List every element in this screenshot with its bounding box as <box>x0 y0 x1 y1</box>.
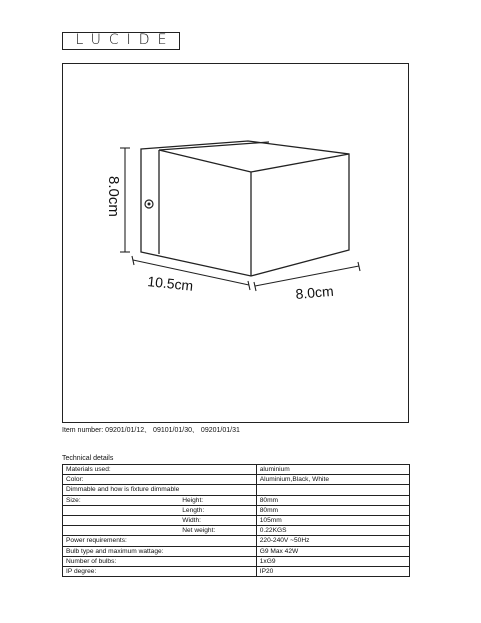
table-row <box>63 546 410 556</box>
cube-top-right-edge <box>251 154 349 172</box>
switch-dot <box>148 203 151 206</box>
row-value <box>256 485 409 495</box>
row-sublabel: Height: <box>179 495 256 505</box>
row-value: 1xG9 <box>256 556 409 566</box>
height-label: 8.0cm <box>105 176 122 217</box>
table-row <box>63 536 410 546</box>
row-value: Aluminium,Black, White <box>256 475 409 485</box>
row-value: 105mm <box>256 515 409 525</box>
row-value: 220-240V ~50Hz <box>256 536 409 546</box>
row-sublabel: Width: <box>179 515 256 525</box>
technical-details-title: Technical details <box>62 455 114 462</box>
table-row <box>63 495 410 505</box>
depth-label: 8.0cm <box>294 282 335 302</box>
table-row <box>63 465 410 475</box>
row-label: Size: <box>63 495 180 505</box>
table-row <box>63 566 410 576</box>
row-value: 80mm <box>256 495 409 505</box>
row-label <box>63 515 180 525</box>
row-value: 0.22KGS <box>256 526 409 536</box>
width-label: 10.5cm <box>146 273 195 294</box>
row-label <box>63 526 180 536</box>
table-row <box>63 556 410 566</box>
row-sublabel <box>179 475 256 485</box>
cube-outline <box>141 141 349 276</box>
row-label: Power requirements: <box>63 536 180 546</box>
row-value: IP20 <box>256 566 409 576</box>
row-value: aluminium <box>256 465 409 475</box>
depth-dimension-line <box>255 266 359 286</box>
table-row <box>63 526 410 536</box>
row-label: Bulb type and maximum wattage: <box>63 546 180 556</box>
row-sublabel <box>179 465 256 475</box>
row-sublabel <box>179 546 256 556</box>
row-sublabel: Net weight: <box>179 526 256 536</box>
row-label: IP degree: <box>63 566 180 576</box>
cube-top-front-edge <box>159 150 251 172</box>
row-label <box>63 505 180 515</box>
table-row <box>63 475 410 485</box>
row-label: Color: <box>63 475 180 485</box>
row-sublabel: Length: <box>179 505 256 515</box>
row-label: Number of bulbs: <box>63 556 180 566</box>
item-number: Item number: 09201/01/12、 09101/01/30、 09201/01/31 <box>62 427 240 434</box>
row-value: 80mm <box>256 505 409 515</box>
row-sublabel <box>179 485 256 495</box>
row-label: Dimmable and how is fixture dimmable <box>63 485 180 495</box>
table-row <box>63 485 410 495</box>
lucide-logo <box>62 32 180 50</box>
table-row <box>63 515 410 525</box>
logo-text: LUCIDE <box>75 32 175 48</box>
row-value: G9 Max 42W <box>256 546 409 556</box>
row-sublabel <box>179 556 256 566</box>
product-drawing-frame <box>62 63 409 423</box>
product-drawing <box>63 64 410 424</box>
row-sublabel <box>179 536 256 546</box>
row-sublabel <box>179 566 256 576</box>
technical-details-table <box>62 464 410 577</box>
row-label: Materials used: <box>63 465 180 475</box>
table-row <box>63 505 410 515</box>
